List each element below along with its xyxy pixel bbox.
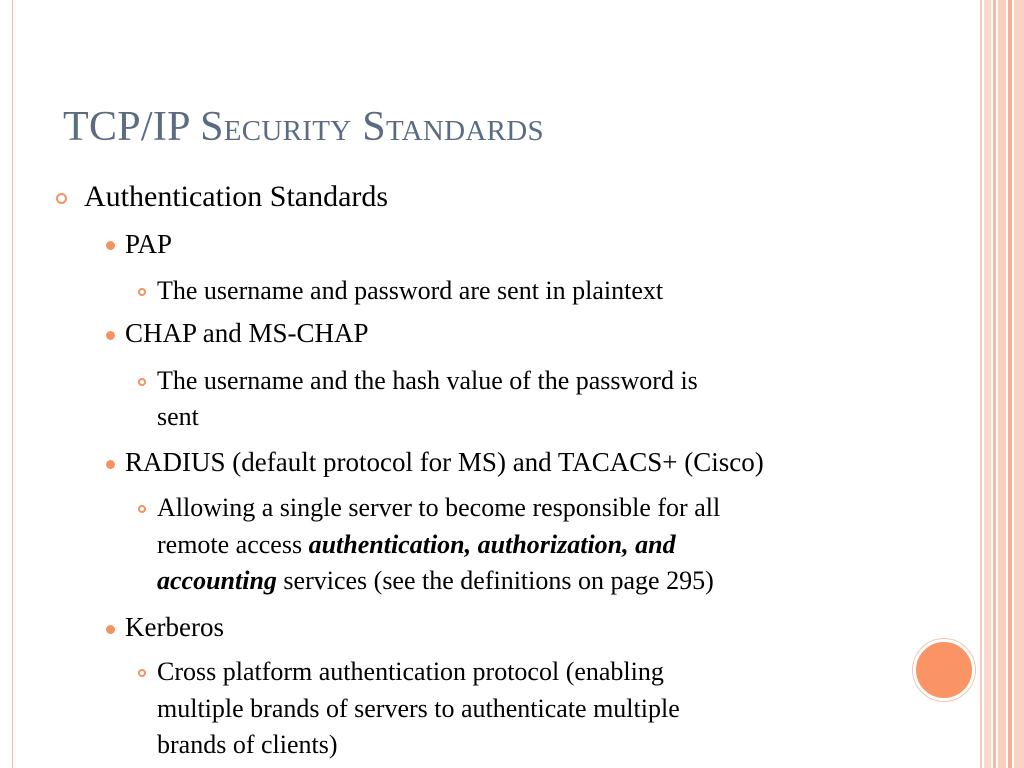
heading-item: Authentication Standards	[84, 180, 389, 213]
list-item-label: Kerberos	[125, 612, 224, 642]
list-item-label: RADIUS (default protocol for MS) and TACACS+ (Cisco)	[125, 447, 764, 477]
list-item-detail: The username and the hash value of the password is	[157, 366, 698, 395]
list-item-detail: Allowing a single server to become responsible for all	[157, 493, 721, 522]
bullet-small-ring-icon	[138, 669, 146, 677]
detail-text: services (see the definitions on page 295)	[276, 566, 714, 595]
bullet-dot-icon	[106, 625, 115, 634]
list-item-label: CHAP and MS-CHAP	[125, 318, 369, 348]
detail-text: remote access	[157, 530, 309, 559]
bullet-small-ring-icon	[138, 505, 146, 513]
bullet-dot-icon	[106, 241, 115, 250]
bullet-small-ring-icon	[138, 288, 146, 296]
emphasized-terms: authentication, authorization, and	[308, 530, 676, 559]
bullet-dot-icon	[106, 460, 115, 469]
list-item-detail: multiple brands of servers to authenticate multiple	[157, 694, 680, 723]
list-item-detail	[157, 563, 714, 599]
slide-title: TCP/IP Security Standards	[63, 104, 544, 150]
bullet-dot-icon	[106, 331, 115, 340]
list-item-detail: The username and password are sent in plaintext	[157, 276, 664, 305]
list-item-label: PAP	[125, 229, 173, 259]
list-item-detail: sent	[157, 402, 199, 431]
emphasized-terms: accounting	[157, 566, 277, 595]
bullet-ring-icon	[56, 193, 67, 204]
bullet-small-ring-icon	[138, 378, 146, 386]
list-item-detail	[157, 527, 676, 563]
list-item-detail: Cross platform authentication protocol (enabling	[157, 657, 664, 686]
list-item-detail: brands of clients)	[157, 730, 338, 759]
